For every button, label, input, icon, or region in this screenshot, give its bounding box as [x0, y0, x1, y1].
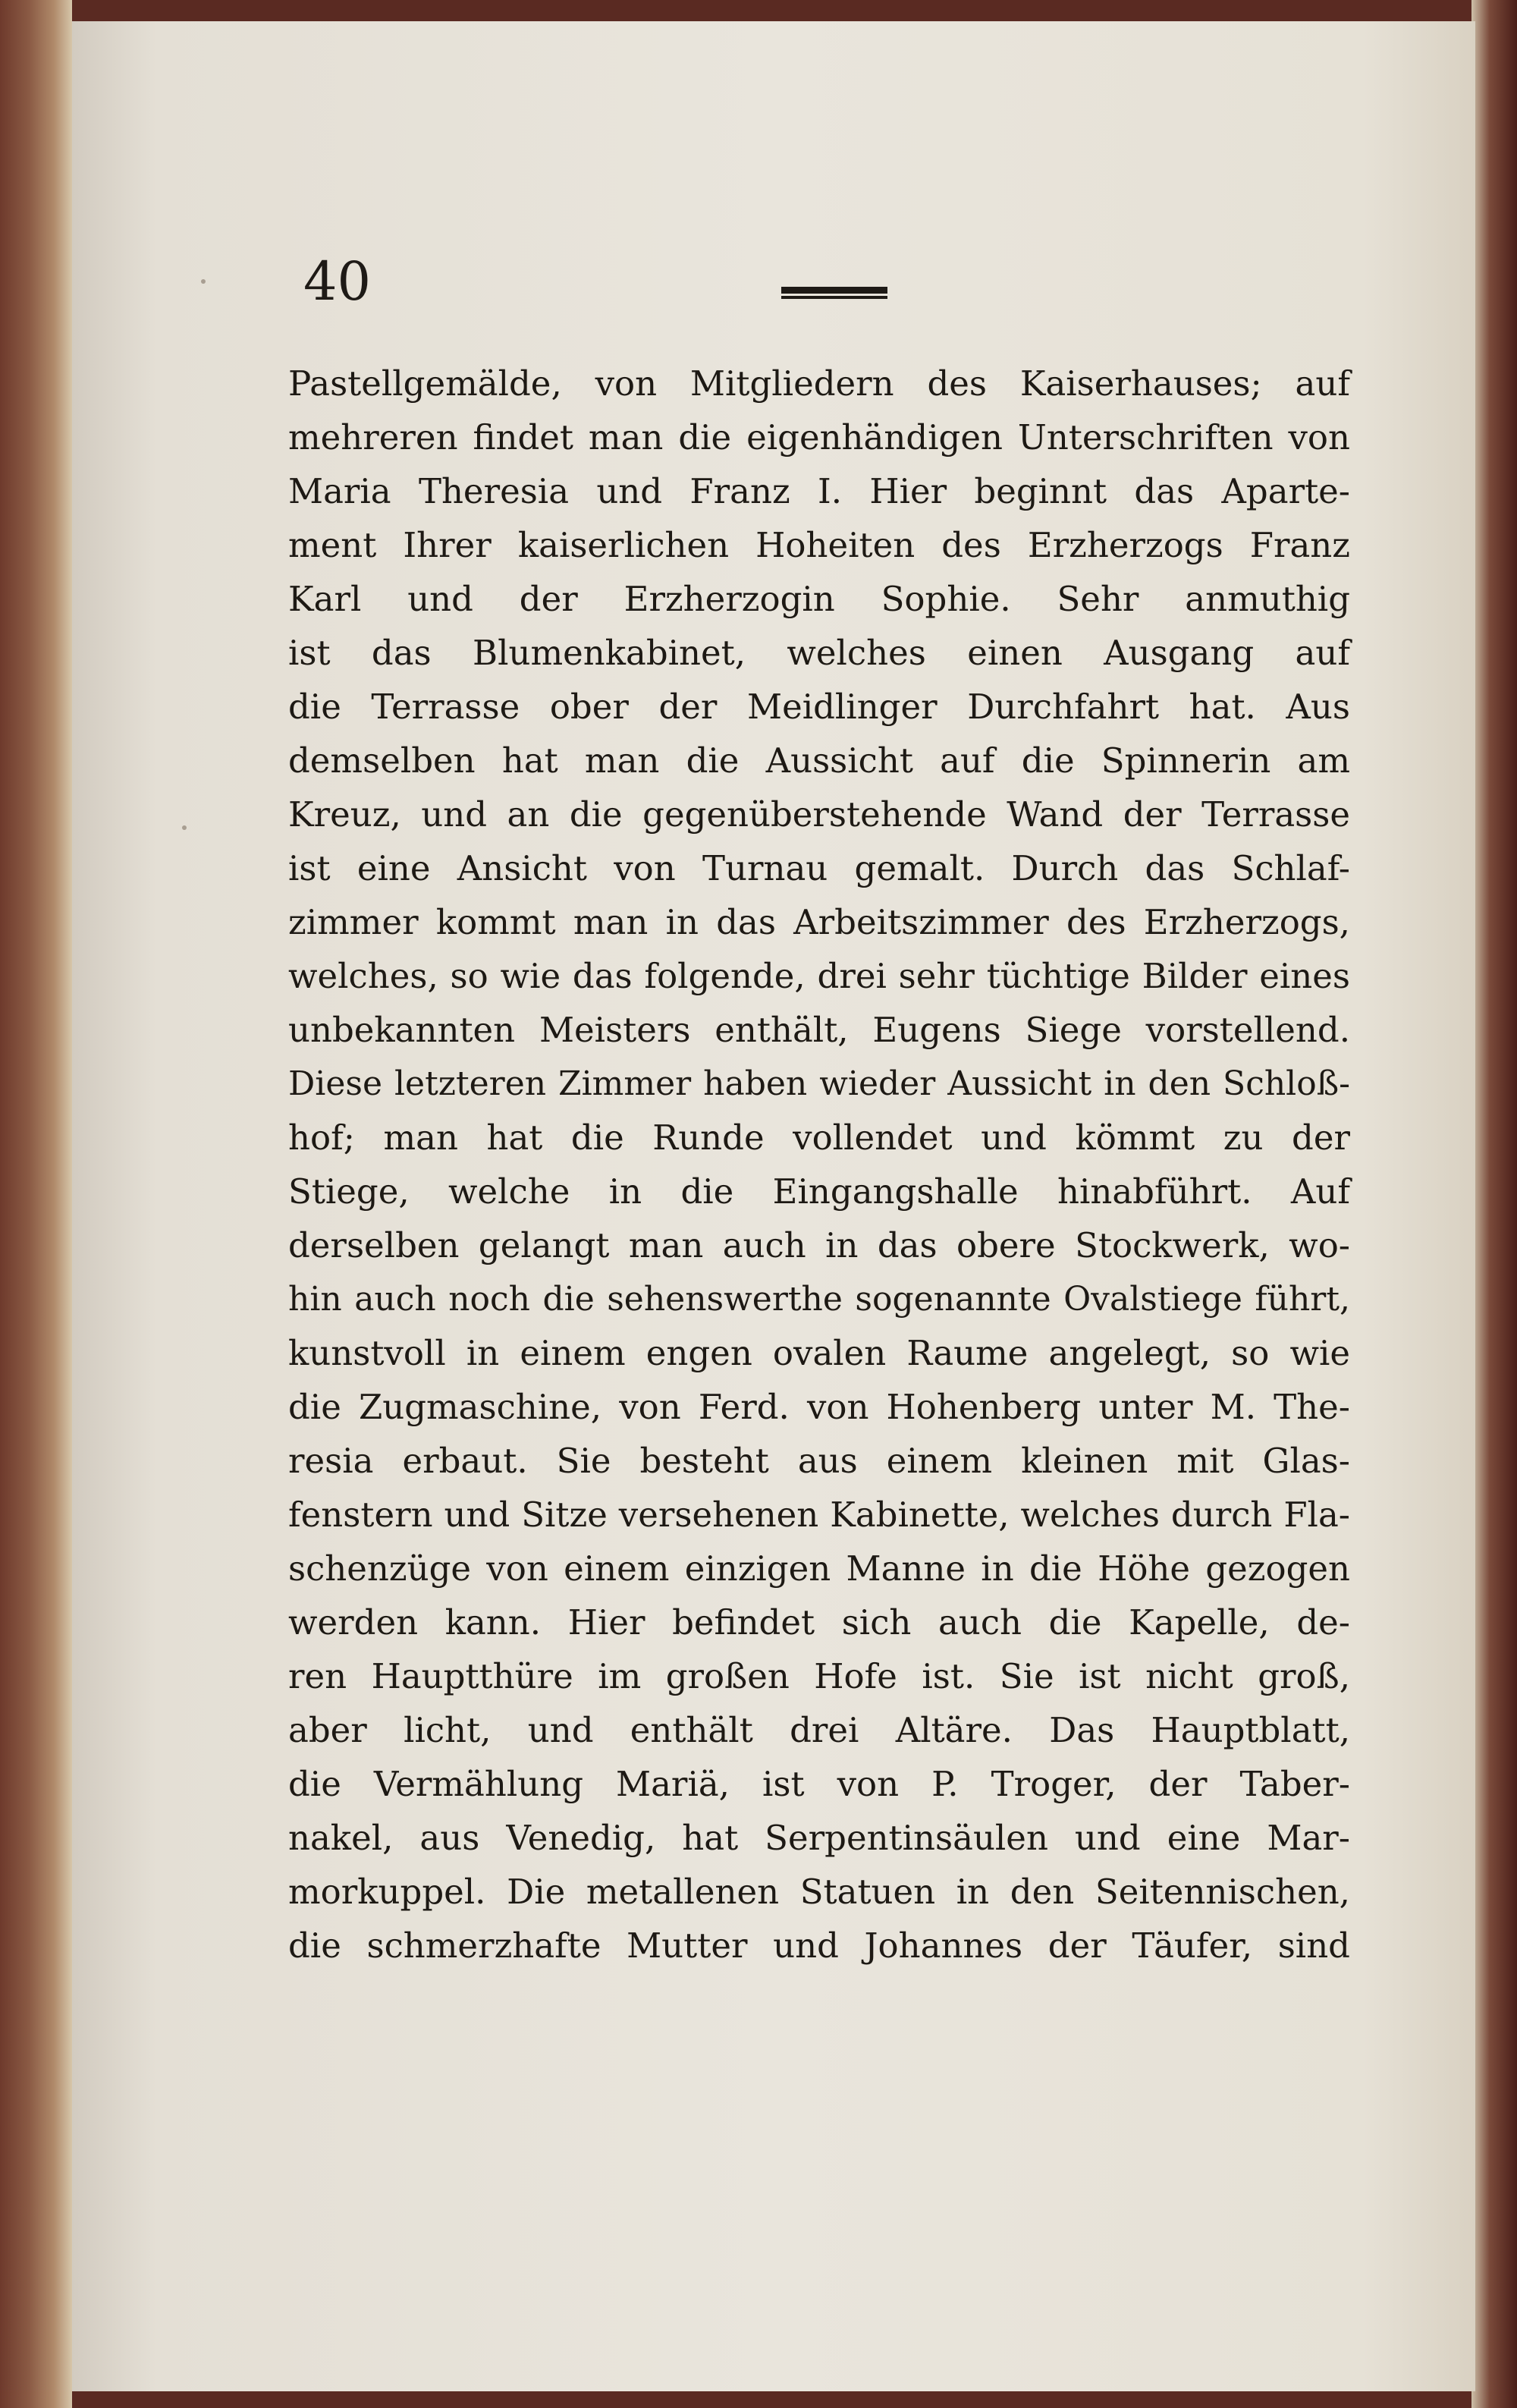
text-line: ment Ihrer kaiserlichen Hoheiten des Erzherzogs Franz [288, 525, 1350, 565]
text-line: fenstern und Sitze versehenen Kabinette, welches durch Fla- [288, 1495, 1350, 1535]
text-line: hin auch noch die sehenswerthe sogenannte Ovalstiege führt, [288, 1280, 1350, 1319]
text-line: mehreren findet man die eigenhändigen Unterschriften von [288, 417, 1350, 457]
text-line: ist das Blumenkabinet, welches einen Ausgang auf [288, 633, 1350, 673]
text-line: Karl und der Erzherzogin Sophie. Sehr anmuthig [288, 579, 1350, 619]
text-line: demselben hat man die Aussicht auf die Spinnerin am [288, 740, 1350, 781]
body-text [288, 357, 1350, 1973]
text-line: die Zugmaschine, von Ferd. von Hohenberg unter M. The- [288, 1387, 1350, 1427]
text-line: derselben gelangt man auch in das obere Stockwerk, wo- [288, 1225, 1350, 1265]
text-line: nakel, aus Venedig, hat Serpentinsäulen und eine Mar- [288, 1818, 1350, 1858]
text-line: die Terrasse ober der Meidlinger Durchfahrt hat. Aus [288, 687, 1350, 727]
text-line: welches, so wie das folgende, drei sehr tüchtige Bilder eines [288, 956, 1350, 996]
text-line: Kreuz, und an die gegenüberstehende Wand der Terrasse [288, 794, 1350, 835]
text-line: resia erbaut. Sie besteht aus einem kleinen mit Glas- [288, 1441, 1350, 1481]
text-line: unbekannten Meisters enthält, Eugens Siege vorstellend. [288, 1010, 1350, 1050]
text-line: die Vermählung Mariä, ist von P. Troger, der Taber- [288, 1764, 1350, 1804]
text-line: zimmer kommt man in das Arbeitszimmer des Erzherzogs, [288, 902, 1350, 942]
book-cover-edge-left [0, 0, 72, 2408]
text-line: Pastellgemälde, von Mitgliedern des Kaiserhauses; auf [288, 363, 1350, 404]
text-line: ist eine Ansicht von Turnau gemalt. Durch das Schlaf- [288, 848, 1350, 888]
text-line: Stiege, welche in die Eingangshalle hinabführt. Auf [288, 1171, 1350, 1212]
text-line: kunstvoll in einem engen ovalen Raume angelegt, so wie [288, 1333, 1350, 1373]
text-line: Diese letzteren Zimmer haben wieder Aussicht in den Schloß- [288, 1064, 1350, 1103]
page-number: 40 [303, 250, 372, 313]
header-rule [781, 287, 887, 299]
text-line: morkuppel. Die metallenen Statuen in den Seitennischen, [288, 1872, 1350, 1912]
text-line: hof; man hat die Runde vollendet und kömmt zu der [288, 1118, 1350, 1158]
text-line: ren Hauptthüre im großen Hofe ist. Sie ist nicht groß, [288, 1656, 1350, 1696]
text-line: die schmerzhafte Mutter und Johannes der Täufer, sind [288, 1925, 1350, 1966]
text-line: schenzüge von einem einzigen Manne in die Höhe gezogen [288, 1548, 1350, 1589]
text-line: aber licht, und enthält drei Altäre. Das Hauptblatt, [288, 1710, 1350, 1750]
text-line: Maria Theresia und Franz I. Hier beginnt das Aparte- [288, 471, 1350, 511]
text-line: werden kann. Hier befindet sich auch die Kapelle, de- [288, 1602, 1350, 1643]
book-cover-edge-right [1471, 0, 1517, 2408]
